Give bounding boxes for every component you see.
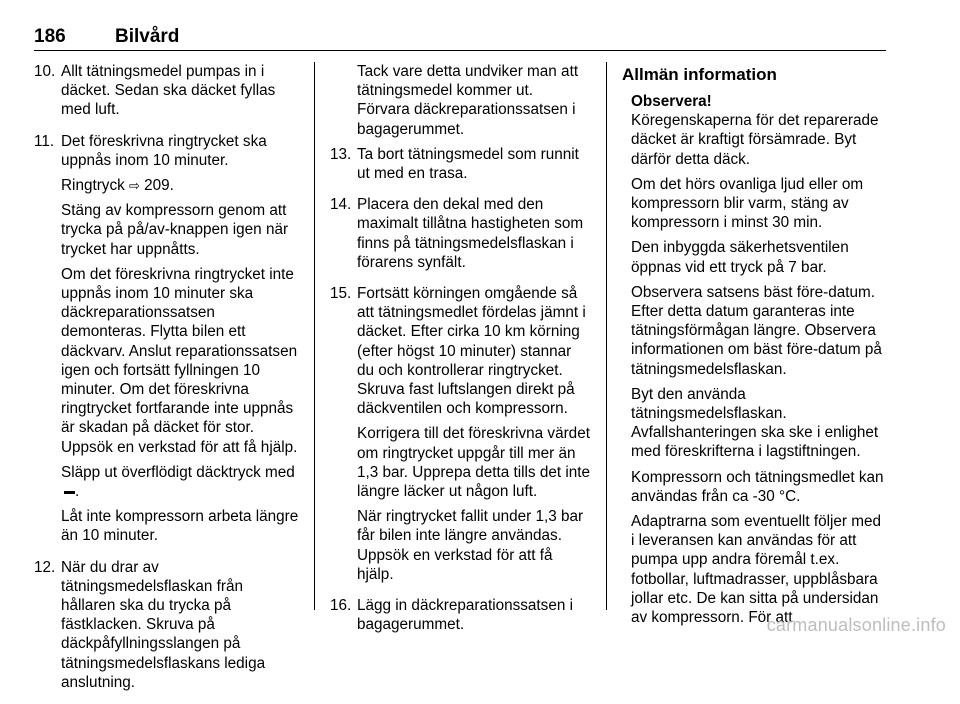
step-number: 13. <box>330 145 352 163</box>
step-paragraph: Låt inte kompressorn arbeta längre än 10 minuter. <box>61 508 299 545</box>
subsection-heading: Allmän information <box>622 65 777 84</box>
note-paragraph: Adaptrarna som eventuellt följer med i leveransen kan användas för att pumpa upp andra föremål t.ex. fotbollar, luftmadrasser, uppblåsbara jollar etc. De kan sitta på undersidan av kompressorn. För att <box>631 513 881 627</box>
step-paragraph: Stäng av kompressorn genom att trycka på på/av-knappen igen när trycket har uppnåtts. <box>61 202 289 258</box>
site-watermark: carmanualsonline.info <box>766 615 946 635</box>
reference-label: Ringtryck <box>61 177 125 195</box>
section-title: Bilvård <box>115 26 180 47</box>
column-middle <box>330 62 592 646</box>
step-14 <box>330 195 592 278</box>
note-paragraph: Om det hörs ovanliga ljud eller om kompressorn blir varm, stäng av kompressorn i minst 30 min. <box>631 175 864 232</box>
column-divider-1 <box>314 62 315 610</box>
page-reference <box>61 176 300 195</box>
step-text: Placera den dekal med den maximalt tillåtna hastigheten som finns på tätningsmedelsflaskan i förarens synfält. <box>357 196 584 271</box>
column-divider-2 <box>606 62 607 610</box>
step-text: Lägg in däckreparationssatsen i bagagerummet. <box>357 597 573 634</box>
step-number: 16. <box>330 597 352 615</box>
minus-icon <box>64 491 75 494</box>
step-number: 10. <box>34 63 56 80</box>
step-number: 12. <box>34 558 56 576</box>
step-10 <box>34 62 300 126</box>
step-continued: Tack vare detta undviker man att tätningsmedel kommer ut. <box>357 63 579 100</box>
step-13 <box>330 145 592 189</box>
column-right <box>622 62 886 633</box>
note-paragraph: Kompressorn och tätningsmedlet kan användas från ca -30 °C. <box>631 468 884 505</box>
step-text: Fortsätt körningen omgående så att tätningsmedlet fördelas jämnt i däcket. Efter cirka 10 km körning (efter högst 10 minuter) stannar du och kontrollerar ringtrycket. Skruva fast luftslangen direkt på däckventilen och kompressorn. <box>357 285 586 418</box>
note-paragraph: Köregenskaperna för det reparerade däcket är kraftigt försämrade. Byt därför detta däck. <box>631 112 879 168</box>
note-block <box>631 92 886 627</box>
step-text: Ta bort tätningsmedel som runnit ut med en trasa. <box>357 145 579 183</box>
note-paragraph: Den inbyggda säkerhetsventilen öppnas vid ett tryck på 7 bar. <box>631 239 849 276</box>
step-paragraph: Om det föreskrivna ringtrycket inte uppnås inom 10 minuter ska däckreparationssatsen demonteras. Flytta bilen ett däckvarv. Anslut reparationssatsen igen och fortsätt fyllningen 10 minuter. Om det föreskrivna ringtrycket fortfarande inte uppnås är skadan på däcket för stor. Uppsök en verkstad för att få hjälp. <box>61 265 298 456</box>
step-text: När du drar av tätningsmedelsflaskan från hållaren ska du trycka på fästklacken. Skruva på däckpåfyllningsslangen på tätningsmedelsflaskans lediga anslutning. <box>61 558 266 691</box>
reference-arrow-icon: ⇨ <box>129 178 140 194</box>
step-number: 15. <box>330 285 352 303</box>
step-text: Allt tätningsmedel pumpas in i däcket. Sedan ska däcket fyllas med luft. <box>61 63 276 119</box>
step-number: 11. <box>34 132 55 150</box>
step-paragraph: Korrigera till det föreskrivna värdet om ringtrycket uppgår till mer än 1,3 bar. Upprepa detta tills det inte längre läcker ut någon luft. <box>357 425 591 501</box>
column-left <box>34 62 300 704</box>
header-divider <box>34 50 886 51</box>
page-number: 186 <box>34 26 66 47</box>
step-15 <box>330 284 592 590</box>
note-paragraph: Observera satsens bäst före-datum. Efter detta datum garanteras inte tätningsförmågan längre. Observera informationen om bäst före-datum på tätningsmedelsflaskan. <box>631 283 882 378</box>
step-paragraph: När ringtrycket fallit under 1,3 bar får bilen inte längre användas. Uppsök en verkstad för att få hjälp. <box>357 508 584 583</box>
step-continued: Förvara däckreparationssatsen i bagagerummet. <box>357 101 576 138</box>
step-number: 14. <box>330 196 352 214</box>
step-11 <box>34 132 300 552</box>
page-header <box>34 26 886 50</box>
step-12 <box>34 558 300 698</box>
step-16 <box>330 596 592 640</box>
note-paragraph: Byt den använda tätningsmedelsflaskan. Avfallshanteringen ska ske i enlighet med föreskrifterna i lagstiftningen. <box>631 385 879 461</box>
step-text: Det föreskrivna ringtrycket ska uppnås inom 10 minuter. <box>61 132 267 169</box>
step-paragraph: Släpp ut överflödigt däcktryck med . <box>61 463 295 501</box>
reference-page: 209. <box>144 177 174 195</box>
note-title: Observera! <box>631 93 712 110</box>
